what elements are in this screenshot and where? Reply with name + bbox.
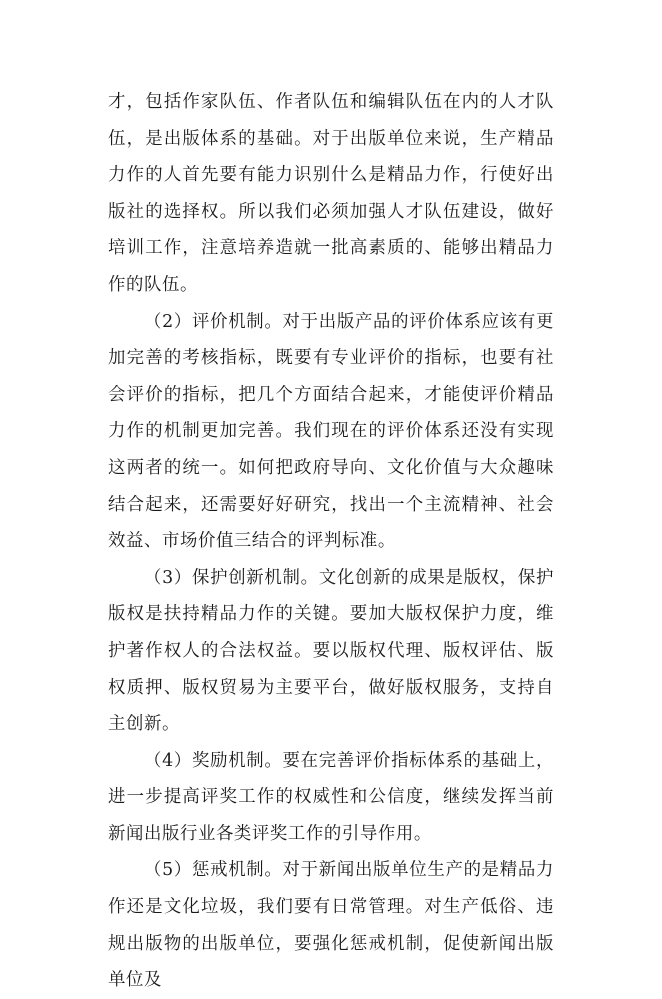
paragraph-evaluation-mechanism: （2）评价机制。对于出版产品的评价体系应该有更加完善的考核指标，既要有专业评价的指标，也要有社会评价的指标，把几个方面结合起来，才能使评价精品力作的机制更加完善。我们现在的评价体系还没有实现这两者的统一。如何把政府导向、文化价值与大众趣味结合起来，还需要好好研究，找出一个主流精神、社会效益、市场价值三结合的评判标准。 — [108, 311, 554, 552]
body-text — [108, 84, 554, 999]
paragraph-talent-team: 才，包括作家队伍、作者队伍和编辑队伍在内的人才队伍，是出版体系的基础。对于出版单位来说，生产精品力作的人首先要有能力识别什么是精品力作，行使好出版社的选择权。所以我们必须加强人才队伍建设，做好培训工作，注意培养造就一批高素质的、能够出精品力作的队伍。 — [108, 92, 554, 295]
paragraph-reward-mechanism: （4）奖励机制。要在完善评价指标体系的基础上，进一步提高评奖工作的权威性和公信度，继续发挥当前新闻出版行业各类评奖工作的引导作用。 — [108, 750, 554, 844]
paragraph-innovation-protection: （3）保护创新机制。文化创新的成果是版权，保护版权是扶持精品力作的关键。要加大版权保护力度，维护著作权人的合法权益。要以版权代理、版权评估、版权质押、版权贸易为主要平台，做好版权服务，支持自主创新。 — [108, 567, 554, 735]
paragraph-punishment-mechanism: （5）惩戒机制。对于新闻出版单位生产的是精品力作还是文化垃圾，我们要有日常管理。对生产低俗、违规出版物的出版单位，要强化惩戒机制，促使新闻出版单位及 — [108, 860, 554, 991]
